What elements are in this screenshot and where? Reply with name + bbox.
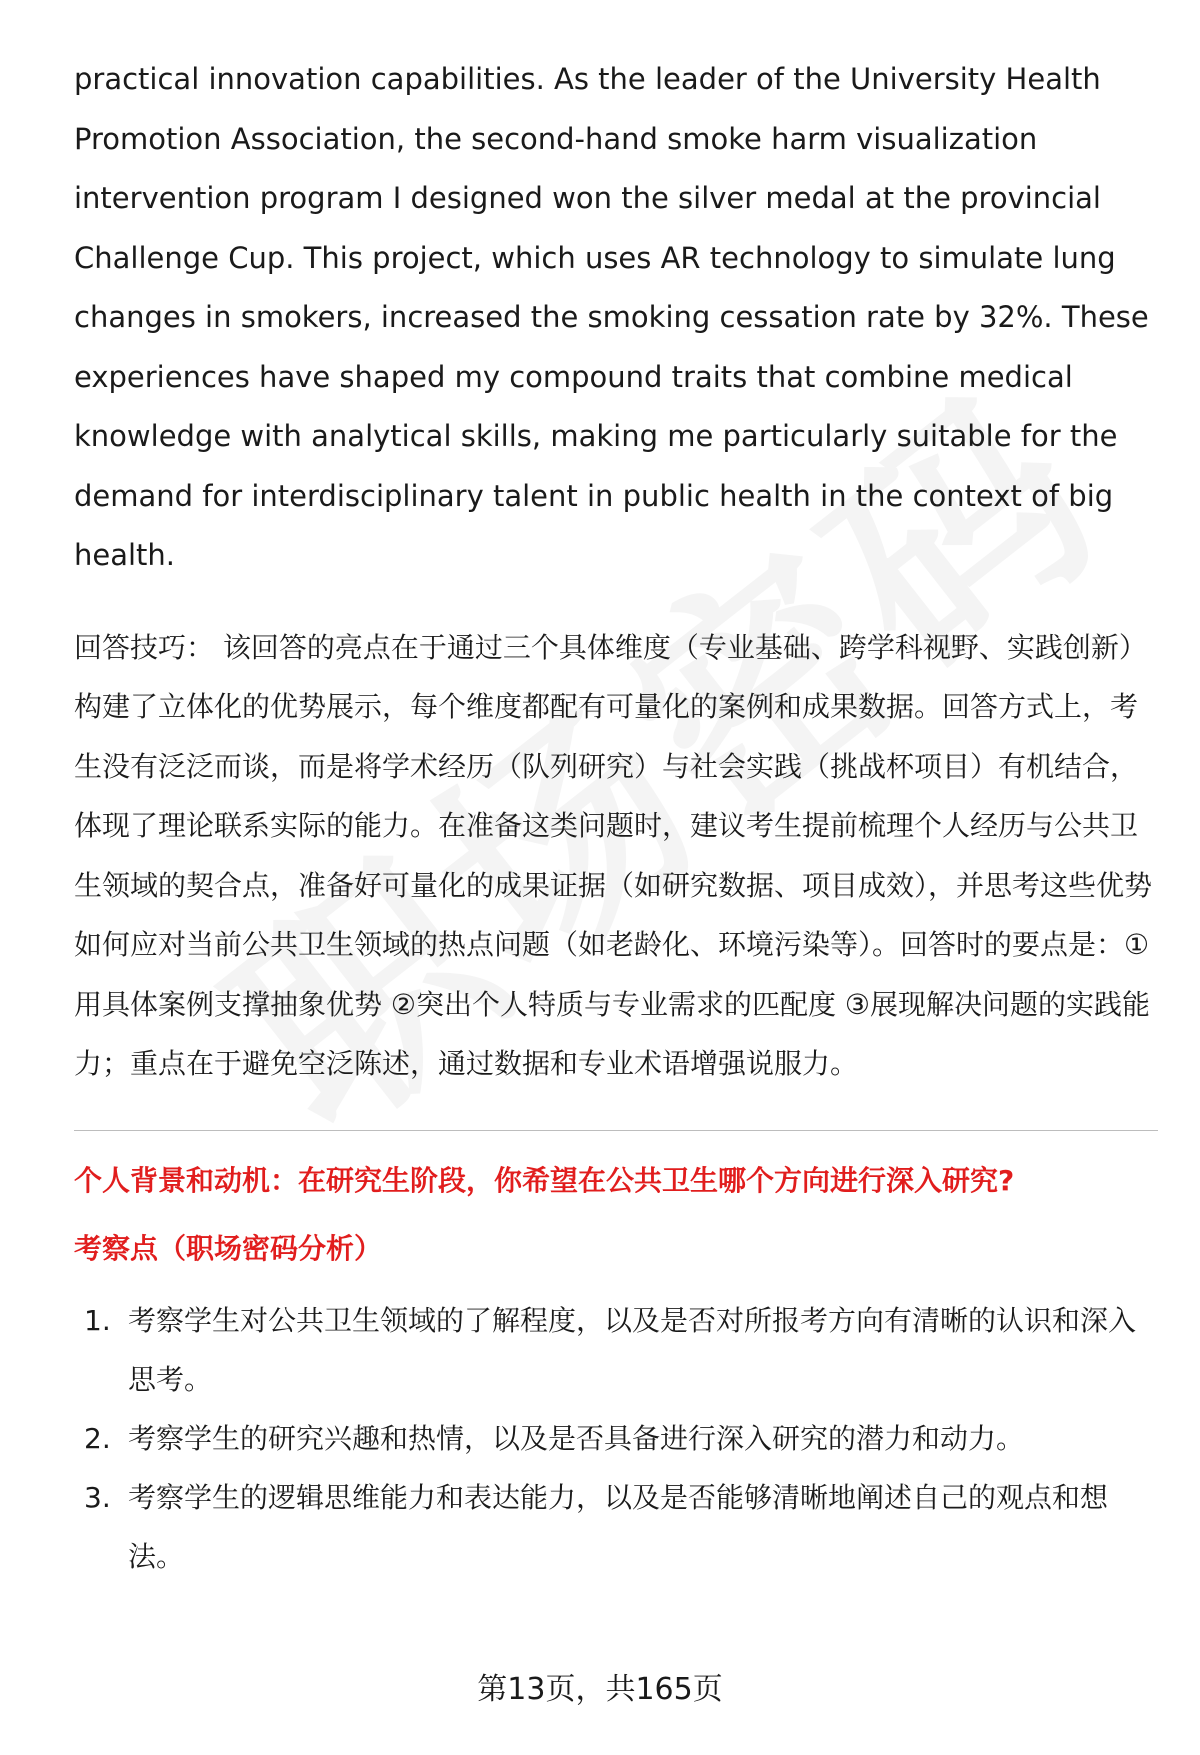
list-item-number: 3. [84, 1480, 111, 1514]
list-item-text: 考察学生的逻辑思维能力和表达能力，以及是否能够清晰地阐述自己的观点和想法。 [128, 1480, 1109, 1573]
question-heading: 个人背景和动机：在研究生阶段，你希望在公共卫生哪个方向进行深入研究? [74, 1163, 1015, 1197]
list-item-number: 2. [84, 1421, 111, 1455]
list-item [74, 1468, 1158, 1586]
answer-tips-paragraph: 回答技巧： 该回答的亮点在于通过三个具体维度（专业基础、跨学科视野、实践创新）构建了立体化的优势展示，每个维度都配有可量化的案例和成果数据。回答方式上，考生没有泛泛而谈，而是将学术经历（队列研究）与社会实践（挑战杯项目）有机结合，体现了理论联系实际的能力。在准备这类问题时，建议考生提前梳理个人经历与公共卫生领域的契合点，准备好可量化的成果证据（如研究数据、项目成效），并思考这些优势如何应对当前公共卫生领域的热点问题（如老龄化、环境污染等）。回答时的要点是：①用具体案例支撑抽象优势 ②突出个人特质与专业需求的匹配度 ③展现解决问题的实践能力；重点在于避免空泛陈述，通过数据和专业术语增强说服力。 [74, 630, 1153, 1080]
document-body [74, 50, 1158, 1586]
list-item-text: 考察学生对公共卫生领域的了解程度，以及是否对所报考方向有清晰的认识和深入思考。 [128, 1303, 1137, 1396]
list-item-number: 1. [84, 1303, 111, 1337]
section-divider [74, 1130, 1158, 1131]
points-heading: 考察点（职场密码分析） [74, 1231, 383, 1265]
list-item [74, 1291, 1158, 1409]
points-list [74, 1291, 1158, 1586]
list-item-text: 考察学生的研究兴趣和热情，以及是否具备进行深入研究的潜力和动力。 [128, 1421, 1025, 1455]
answer-english-paragraph: practical innovation capabilities. As the leader of the University Health Promotion Association, the second-hand smoke harm visualization intervention program I designed won the silver medal at the provincial Challenge Cup. This project, which uses AR technology to simulate lung changes in smokers, increased the smoking cessation rate by 32%. These experiences have shaped my compound traits that combine medical knowledge with analytical skills, making me particularly suitable for the demand for interdisciplinary talent in public health in the context of big health. [74, 62, 1149, 572]
list-item [74, 1409, 1158, 1468]
page-number-footer: 第13页，共165页 [477, 1672, 723, 1707]
